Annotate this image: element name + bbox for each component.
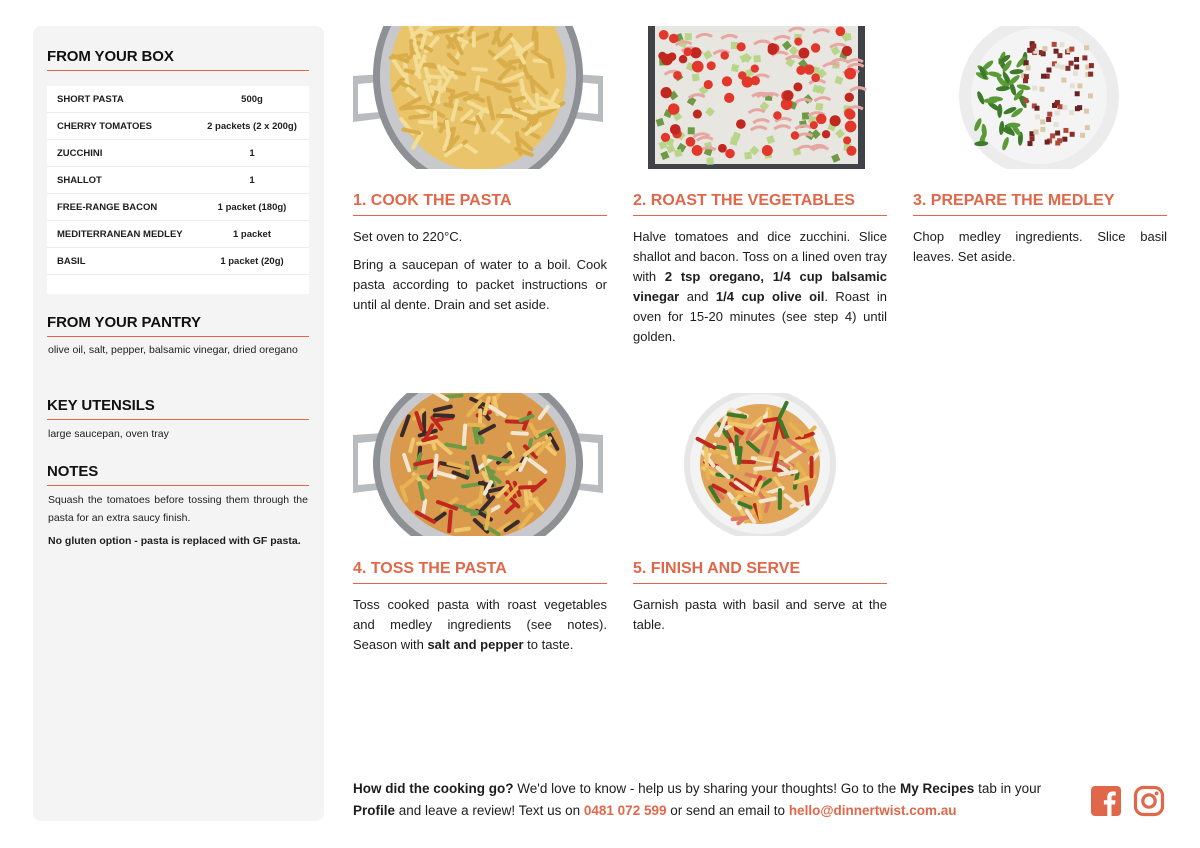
step-text: . Roast in oven for 15-20 minutes (see step 4) until golden. bbox=[633, 289, 887, 344]
sidebar bbox=[33, 26, 324, 821]
ingredients-table bbox=[47, 86, 309, 294]
step-text: Bring a saucepan of water to a boil. Cook pasta according to packet instructions or until al dente. Drain and set aside. bbox=[353, 257, 607, 312]
footer-question: How did the cooking go? bbox=[353, 781, 514, 796]
feedback-footer bbox=[353, 778, 1083, 821]
ingredient-quantity: 1 bbox=[249, 174, 255, 186]
phone-link[interactable]: 0481 072 599 bbox=[583, 802, 667, 818]
ingredient-quantity: 1 packet (20g) bbox=[220, 255, 284, 267]
ingredient-quantity: 1 packet bbox=[232, 228, 272, 240]
step-4-image bbox=[353, 393, 603, 536]
ingredient-quantity: 1 packet (180g) bbox=[217, 201, 287, 213]
step-text: to taste. bbox=[523, 637, 574, 652]
step-text: Set oven to 220°C. bbox=[353, 229, 463, 244]
ingredient-name: SHALLOT bbox=[57, 174, 102, 186]
ingredient-row bbox=[47, 248, 309, 275]
step-3-body bbox=[913, 227, 1167, 275]
step-1-body bbox=[353, 227, 607, 323]
footer-text-1: We'd love to know - help us by sharing your thoughts! Go to the bbox=[513, 781, 901, 796]
utensils-section-title: KEY UTENSILS bbox=[47, 397, 309, 420]
step-text: Garnish pasta with basil and serve at the table. bbox=[633, 597, 887, 632]
step-2-title: 2. ROAST THE VEGETABLES bbox=[633, 192, 887, 216]
step-1-title: 1. COOK THE PASTA bbox=[353, 192, 607, 216]
step-ingredient-highlight: 2 tsp oregano, 1/4 cup balsamic vinegar bbox=[633, 269, 887, 304]
footer-text-4: or send an email to bbox=[666, 802, 789, 818]
step-paragraph bbox=[353, 595, 607, 655]
ingredient-name: FREE-RANGE BACON bbox=[57, 201, 158, 213]
footer-text-2: tab in your bbox=[974, 781, 1042, 796]
facebook-icon[interactable] bbox=[1090, 785, 1122, 817]
step-paragraph bbox=[913, 227, 1167, 267]
step-5-title: 5. FINISH AND SERVE bbox=[633, 560, 887, 584]
box-section-title: FROM YOUR BOX bbox=[47, 48, 309, 71]
ingredient-name: SHORT PASTA bbox=[57, 93, 124, 105]
ingredient-row bbox=[47, 221, 309, 248]
step-5-image bbox=[633, 393, 883, 536]
ingredient-quantity: 2 packets (2 x 200g) bbox=[207, 120, 297, 132]
ingredient-name: MEDITERRANEAN MEDLEY bbox=[57, 228, 183, 240]
step-paragraph bbox=[633, 595, 887, 635]
ingredient-quantity: 1 bbox=[249, 147, 255, 159]
ingredient-name: ZUCCHINI bbox=[57, 147, 103, 159]
pantry-section-title: FROM YOUR PANTRY bbox=[47, 314, 309, 337]
step-text: and bbox=[679, 289, 716, 304]
step-4-title: 4. TOSS THE PASTA bbox=[353, 560, 607, 584]
ingredient-row bbox=[47, 86, 309, 113]
ingredient-row bbox=[47, 140, 309, 167]
ingredient-name: CHERRY TOMATOES bbox=[57, 120, 153, 132]
step-paragraph bbox=[353, 255, 607, 315]
footer-text-3: and leave a review! Text us on bbox=[395, 802, 584, 818]
step-paragraph bbox=[353, 227, 607, 247]
step-3-title: 3. PREPARE THE MEDLEY bbox=[913, 192, 1167, 216]
instagram-icon[interactable] bbox=[1133, 785, 1165, 817]
ingredient-row bbox=[47, 194, 309, 221]
step-4-body bbox=[353, 595, 607, 663]
step-2-body bbox=[633, 227, 887, 355]
profile-link[interactable]: Profile bbox=[353, 802, 396, 818]
step-2-image bbox=[633, 26, 883, 169]
notes-text: Squash the tomatoes before tossing them through the pasta for an extra saucy finish. bbox=[48, 494, 308, 524]
step-text: Toss cooked pasta with roast vegetables and medley ingredients (see notes). Season with bbox=[353, 597, 607, 652]
notes-gluten-free: No gluten option - pasta is replaced with GF pasta. bbox=[48, 535, 301, 547]
pantry-text: olive oil, salt, pepper, balsamic vinegar, dried oregano bbox=[48, 344, 298, 356]
step-1-image bbox=[353, 26, 603, 169]
ingredient-quantity: 500g bbox=[241, 93, 263, 105]
step-text: Chop medley ingredients. Slice basil leaves. Set aside. bbox=[913, 229, 1167, 264]
ingredient-name: BASIL bbox=[57, 255, 86, 267]
step-ingredient-highlight: salt and pepper bbox=[427, 637, 524, 652]
step-ingredient-highlight: 1/4 cup olive oil bbox=[715, 289, 825, 304]
notes-section-title: NOTES bbox=[47, 463, 309, 486]
step-3-image bbox=[913, 26, 1163, 169]
email-link[interactable]: hello@dinnertwist.com.au bbox=[788, 802, 957, 818]
ingredient-row bbox=[47, 113, 309, 140]
step-5-body bbox=[633, 595, 887, 643]
my-recipes-link[interactable]: My Recipes bbox=[900, 781, 975, 796]
utensils-text: large saucepan, oven tray bbox=[48, 428, 169, 440]
step-paragraph bbox=[633, 227, 887, 347]
step-text: Halve tomatoes and dice zucchini. Slice shallot and bacon. Toss on a lined oven tray with bbox=[633, 229, 887, 284]
ingredient-row bbox=[47, 167, 309, 194]
